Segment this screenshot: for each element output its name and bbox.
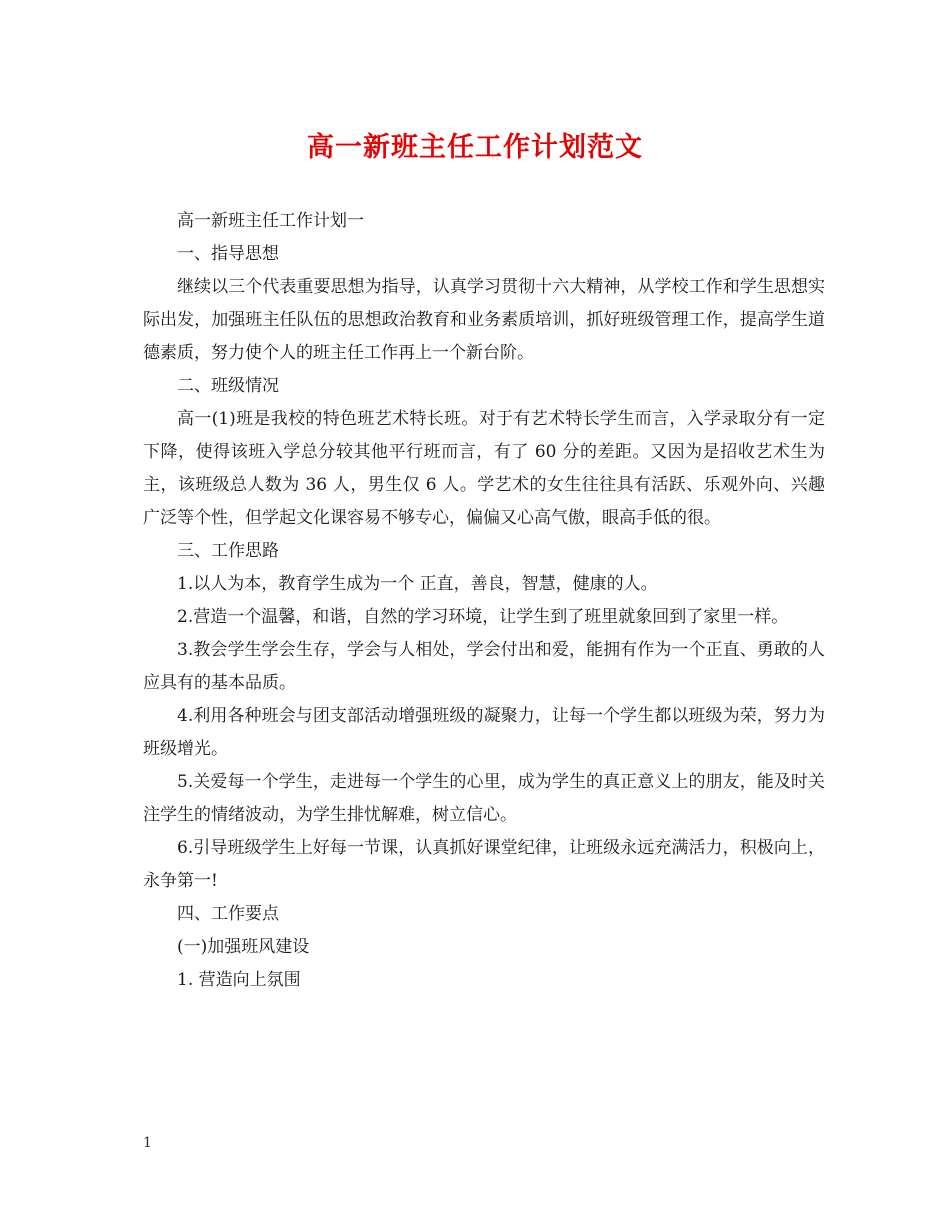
page-number: 1 — [143, 1135, 152, 1151]
list-item-approach-3: 3.教会学生学会生存，学会与人相处，学会付出和爱，能拥有作为一个正直、勇敢的人应具有的基本品质。 — [143, 640, 825, 693]
subsection-heading-class-style: (一)加强班风建设 — [177, 937, 310, 957]
section-heading-class-situation: 二、班级情况 — [177, 376, 279, 396]
list-item-approach-4: 4.利用各种班会与团支部活动增强班级的凝聚力，让每一个学生都以班级为荣，努力为班级增光。 — [143, 706, 825, 759]
paragraph-guiding-thought: 继续以三个代表重要思想为指导，认真学习贯彻十六大精神，从学校工作和学生思想实际出发，加强班主任队伍的思想政治教育和业务素质培训，抓好班级管理工作，提高学生道德素质，努力使个人的班主任工作再上一个新台阶。 — [143, 277, 825, 363]
plan-heading: 高一新班主任工作计划一 — [177, 211, 364, 231]
document-title: 高一新班主任工作计划范文 — [307, 132, 643, 163]
section-heading-work-points: 四、工作要点 — [177, 904, 279, 924]
section-heading-work-approach: 三、工作思路 — [177, 541, 279, 561]
list-item-approach-2: 2.营造一个温馨，和谐，自然的学习环境，让学生到了班里就象回到了家里一样。 — [177, 607, 789, 627]
list-item-approach-6: 6.引导班级学生上好每一节课，认真抓好课堂纪律，让班级永远充满活力，积极向上，永争第一! — [143, 838, 825, 891]
list-item-atmosphere: 1. 营造向上氛围 — [177, 970, 301, 990]
paragraph-class-situation: 高一(1)班是我校的特色班艺术特长班。对于有艺术特长学生而言，入学录取分有一定下降，使得该班入学总分较其他平行班而言，有了 60 分的差距。又因为是招收艺术生为主，该班级总人数为 36 人，男生仅 6 人。学艺术的女生往往具有活跃、乐观外向、兴趣广泛等个性，但学起文化课容易不够专心，偏偏又心高气傲，眼高手低的很。 — [143, 409, 825, 528]
list-item-approach-1: 1.以人为本，教育学生成为一个 正直，善良，智慧，健康的人。 — [177, 574, 658, 594]
document-body — [143, 205, 825, 997]
section-heading-guiding-thought: 一、指导思想 — [177, 244, 279, 264]
list-item-approach-5: 5.关爱每一个学生，走进每一个学生的心里，成为学生的真正意义上的朋友，能及时关注学生的情绪波动，为学生排忧解难，树立信心。 — [143, 772, 825, 825]
